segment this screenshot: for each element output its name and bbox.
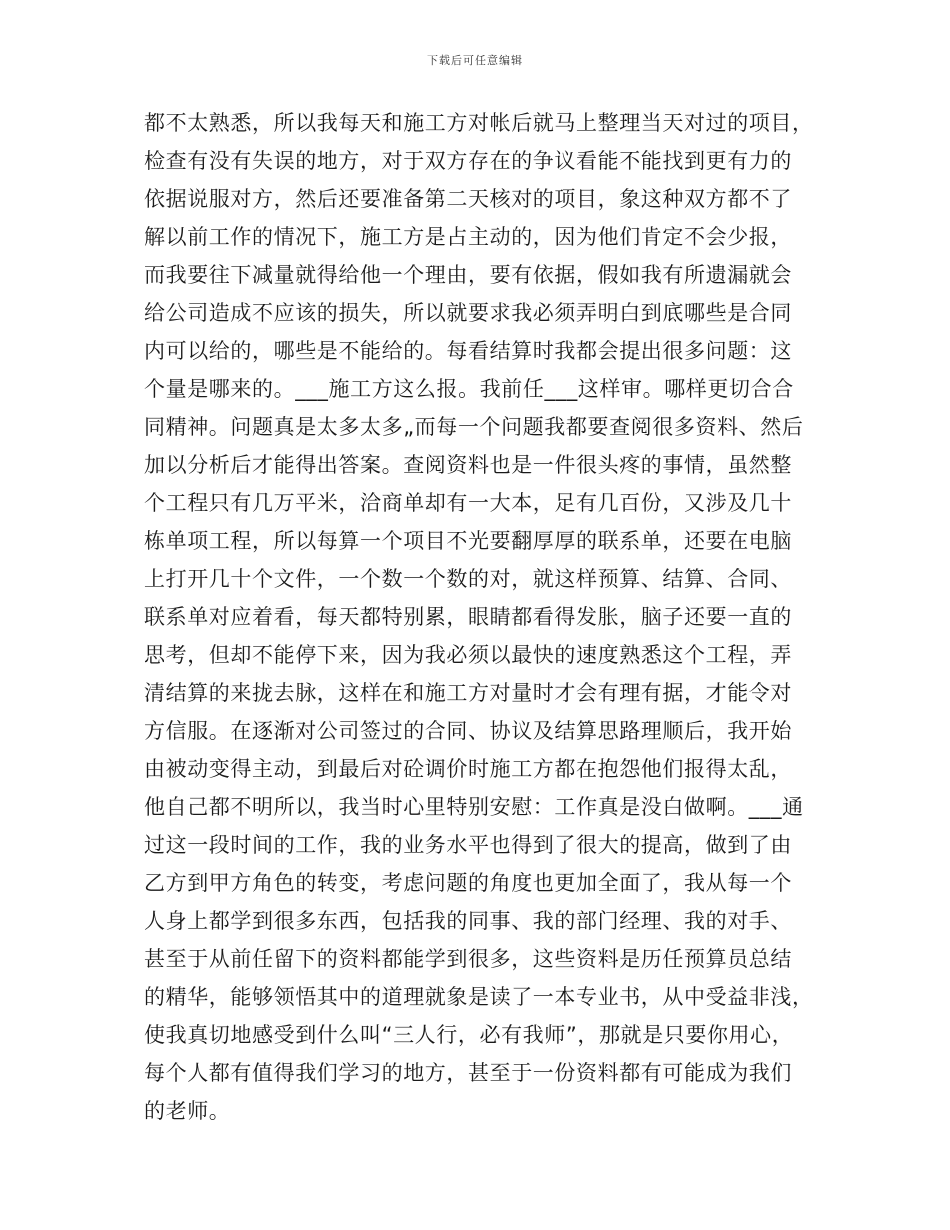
text-line: 同精神。问题真是太多太多„而每一个问题我都要查阅很多资料、然后: [144, 415, 804, 439]
text-line: 使我真切地感受到什么叫“三人行，必有我师”，那就是只要你用心，: [144, 1023, 794, 1047]
text-line: 加以分析后才能得出答案。查阅资料也是一件很头疼的事情，虽然整: [144, 453, 792, 477]
text-line: 个量是哪来的。___施工方这么报。我前任___这样审。哪样更切合合: [144, 377, 794, 401]
text-line: 乙方到甲方角色的转变，考虑问题的角度也更加全面了，我从每一个: [144, 871, 792, 895]
text-line: 依据说服对方，然后还要准备第二天核对的项目，象这种双方都不了: [144, 187, 792, 211]
text-line: 他自己都不明所以，我当时心里特别安慰：工作真是没白做啊。___通: [144, 795, 804, 819]
text-line: 解以前工作的情况下，施工方是占主动的，因为他们肯定不会少报，: [144, 225, 792, 249]
text-line: 内可以给的，哪些是不能给的。每看结算时我都会提出很多问题：这: [144, 339, 792, 363]
text-line: 人身上都学到很多东西，包括我的同事、我的部门经理、我的对手、: [144, 909, 792, 933]
text-line: 上打开几十个文件，一个数一个数的对，就这样预算、结算、合同、: [144, 567, 792, 591]
text-line: 给公司造成不应该的损失，所以就要求我必须弄明白到底哪些是合同: [144, 301, 792, 325]
text-line: 检查有没有失误的地方，对于双方存在的争议看能不能找到更有力的: [144, 149, 792, 173]
text-line: 栋单项工程，所以每算一个项目不光要翻厚厚的联系单，还要在电脑: [144, 529, 792, 553]
text-line: 清结算的来拢去脉，这样在和施工方对量时才会有理有据，才能令对: [144, 681, 792, 705]
text-line: 思考，但却不能停下来，因为我必须以最快的速度熟悉这个工程，弄: [144, 643, 792, 667]
text-line: 都不太熟悉，所以我每天和施工方对帐后就马上整理当天对过的项目，: [144, 111, 814, 135]
text-line: 过这一段时间的工作，我的业务水平也得到了很大的提高，做到了由: [144, 833, 792, 857]
text-line: 每个人都有值得我们学习的地方，甚至于一份资料都有可能成为我们: [144, 1061, 792, 1085]
document-body: [144, 104, 814, 1130]
text-line: 的老师。: [144, 1099, 231, 1123]
text-line: 联系单对应着看，每天都特别累，眼睛都看得发胀，脑子还要一直的: [144, 605, 792, 629]
page-header: 下载后可任意编辑: [427, 54, 523, 67]
text-line: 由被动变得主动，到最后对砼调价时施工方都在抱怨他们报得太乱，: [144, 757, 792, 781]
text-line: 而我要往下减量就得给他一个理由，要有依据，假如我有所遗漏就会: [144, 263, 792, 287]
text-line: 甚至于从前任留下的资料都能学到很多，这些资料是历任预算员总结: [144, 947, 792, 971]
text-line: 个工程只有几万平米，洽商单却有一大本，足有几百份，又涉及几十: [144, 491, 792, 515]
text-line: 方信服。在逐渐对公司签过的合同、协议及结算思路理顺后，我开始: [144, 719, 792, 743]
text-line: 的精华，能够领悟其中的道理就象是读了一本专业书，从中受益非浅，: [144, 985, 814, 1009]
